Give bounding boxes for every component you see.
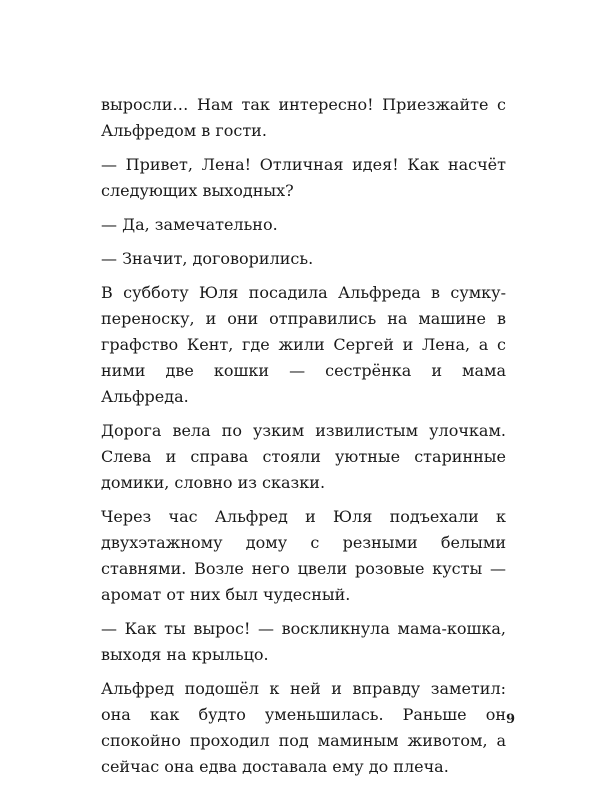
paragraph-1: выросли… Нам так интересно! Приезжайте с Альфредом в гости.	[101, 95, 506, 140]
paragraph-8: — Как ты вырос! — воскликнула мама-кошка, выходя на крыльцо.	[101, 619, 506, 664]
page-number: 9	[505, 712, 515, 727]
paragraph-2: — Привет, Лена! Отличная идея! Как насчёт следующих выходных?	[101, 155, 506, 200]
paragraph-3: — Да, замечательно.	[101, 215, 278, 234]
paragraph-7: Через час Альфред и Юля подъехали к двухэтажному дому с резными белыми ставнями. Возле него цвели розовые кусты — аромат от них был чудесный.	[101, 507, 506, 604]
paragraph-6: Дорога вела по узким извилистым улочкам. Слева и справа стояли уютные старинные домики, словно из сказки.	[101, 421, 506, 492]
paragraph-9: Альфред подошёл к ней и вправду заметил: она как будто уменьшилась. Раньше он спокойно проходил под маминым животом, а сейчас она едва доставала ему до плеча.	[101, 679, 506, 776]
body-text	[101, 92, 506, 788]
paragraph-5: В субботу Юля посадила Альфреда в сумку-переноску, и они отправились на машине в графство Кент, где жили Сергей и Лена, а с ними две кошки — сестрёнка и мама Альфреда.	[101, 283, 506, 406]
paragraph-4: — Значит, договорились.	[101, 249, 314, 268]
